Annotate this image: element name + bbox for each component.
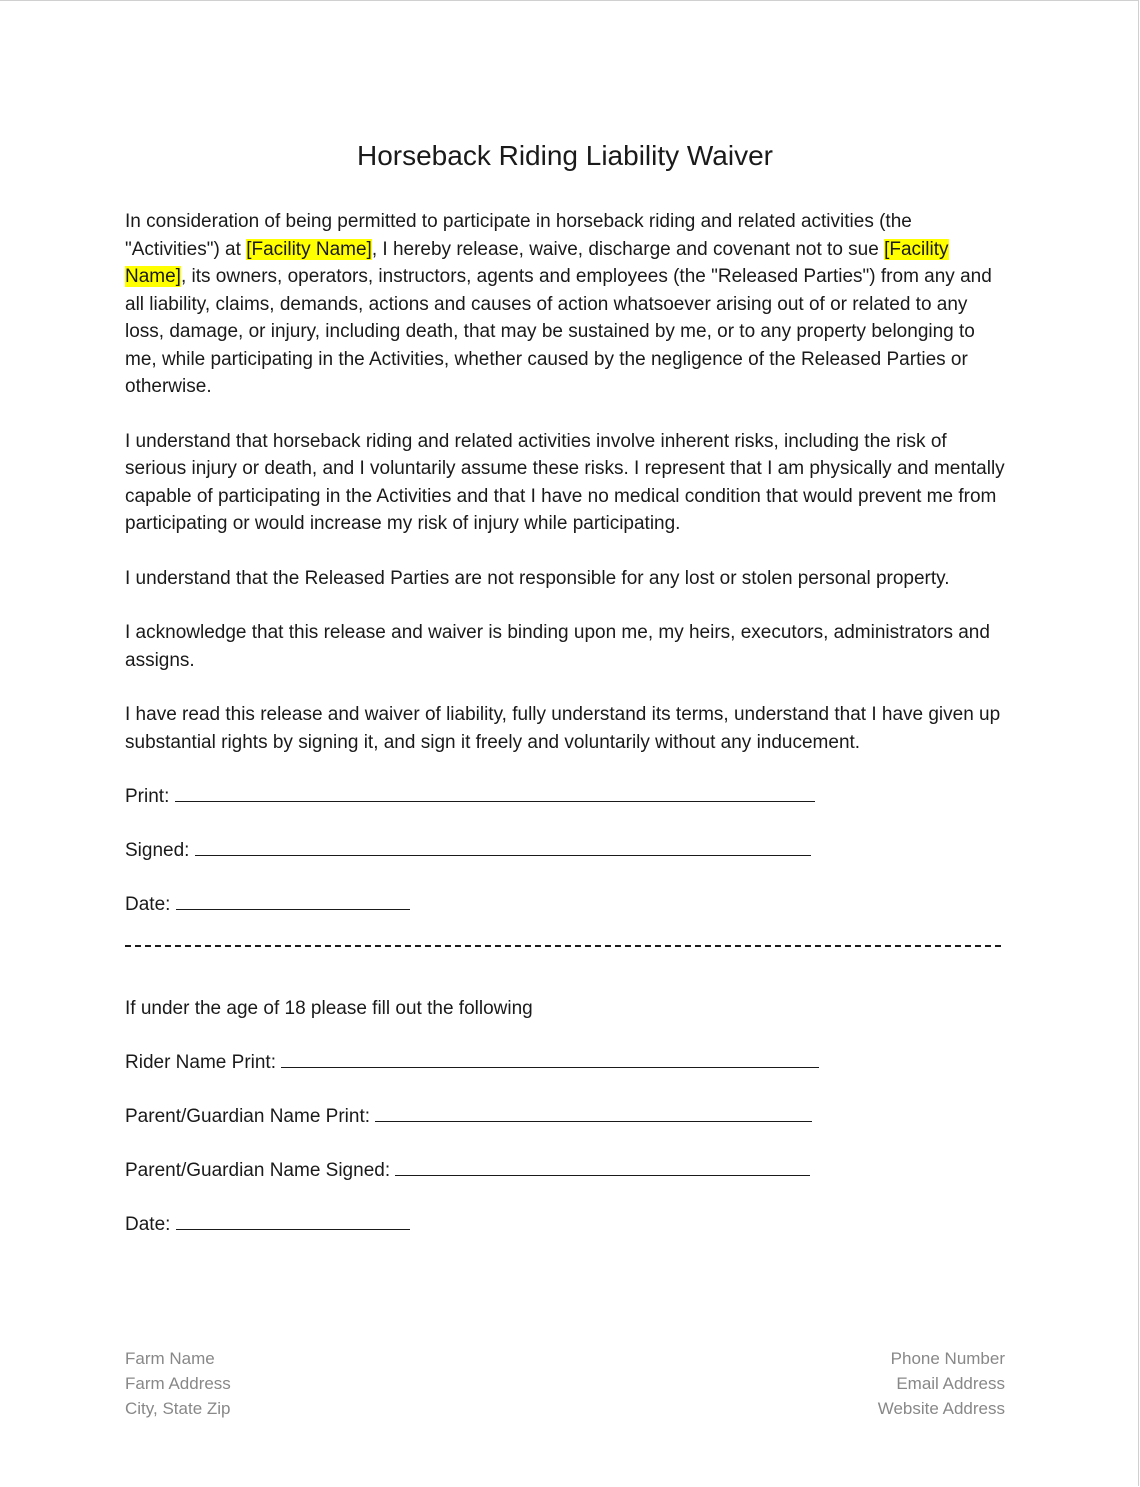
print-field <box>125 783 1010 810</box>
release-text-3: , its owners, operators, instructors, agents and employees (the "Released Parties") from any and all liability, claims, demands, actions and causes of action whatsoever arising out of or related to any loss, damage, or injury, including death, that may be sustained by me, or to any property belonging to me, while participating in the Activities, whether caused by the negligence of the Released Parties or otherwise. <box>125 266 992 397</box>
page-title: Horseback Riding Liability Waiver <box>356 140 773 171</box>
dashed-divider <box>125 945 1001 947</box>
facility-name-placeholder[interactable]: [Facility Name] <box>125 238 949 287</box>
guardian-print-label: Parent/Guardian Name Print: <box>125 1106 371 1127</box>
release-paragraph <box>125 208 1010 401</box>
website-address: Website Address <box>877 1399 1005 1418</box>
signed-field <box>125 837 1010 864</box>
email-address: Email Address <box>896 1374 1005 1393</box>
city-state-zip: City, State Zip <box>125 1399 231 1418</box>
guardian-signed-field <box>125 1157 1010 1184</box>
release-text-2: , I hereby release, waive, discharge and covenant not to sue <box>371 238 885 260</box>
footer-contact-block <box>878 1346 1005 1421</box>
risk-paragraph: I understand that horseback riding and related activities involve inherent risks, including the risk of serious injury or death, and I voluntarily assume these risks. I represent that I am physically and mentally capable of participating in the Activities and that I have no medical condition that would prevent me from participating or would increase my risk of injury while participating. <box>125 430 1005 534</box>
minor-date-line[interactable] <box>176 1211 410 1230</box>
minor-heading: If under the age of 18 please fill out the following <box>125 998 533 1019</box>
phone-number: Phone Number <box>890 1349 1005 1368</box>
minor-date-field <box>125 1211 1010 1238</box>
signed-label: Signed: <box>125 840 190 861</box>
date-field <box>125 891 1010 918</box>
property-paragraph: I understand that the Released Parties are not responsible for any lost or stolen personal property. <box>125 567 950 589</box>
binding-paragraph: I acknowledge that this release and waiver is binding upon me, my heirs, executors, administrators and assigns. <box>125 622 990 671</box>
date-label: Date: <box>125 894 171 915</box>
facility-name-placeholder[interactable]: [Facility Name] <box>246 238 372 260</box>
date-line[interactable] <box>176 891 410 910</box>
guardian-signed-label: Parent/Guardian Name Signed: <box>125 1160 391 1181</box>
footer-address-block <box>125 1346 231 1421</box>
print-label: Print: <box>125 786 170 807</box>
acknowledgement-paragraph: I have read this release and waiver of liability, fully understand its terms, understand that I have given up substantial rights by signing it, and sign it freely and voluntarily without any inducement. <box>125 704 1001 753</box>
release-text-1: In consideration of being permitted to participate in horseback riding and related activities (the "Activities") at <box>125 211 912 260</box>
print-line[interactable] <box>175 783 815 802</box>
rider-name-line[interactable] <box>281 1049 819 1068</box>
guardian-signed-line[interactable] <box>395 1157 810 1176</box>
signed-line[interactable] <box>195 837 811 856</box>
farm-address: Farm Address <box>125 1374 231 1393</box>
guardian-print-field <box>125 1103 1010 1130</box>
minor-date-label: Date: <box>125 1214 171 1235</box>
waiver-document <box>125 140 1010 1265</box>
rider-name-label: Rider Name Print: <box>125 1052 276 1073</box>
farm-name: Farm Name <box>125 1349 215 1368</box>
guardian-print-line[interactable] <box>375 1103 812 1122</box>
rider-name-field <box>125 1049 1010 1076</box>
